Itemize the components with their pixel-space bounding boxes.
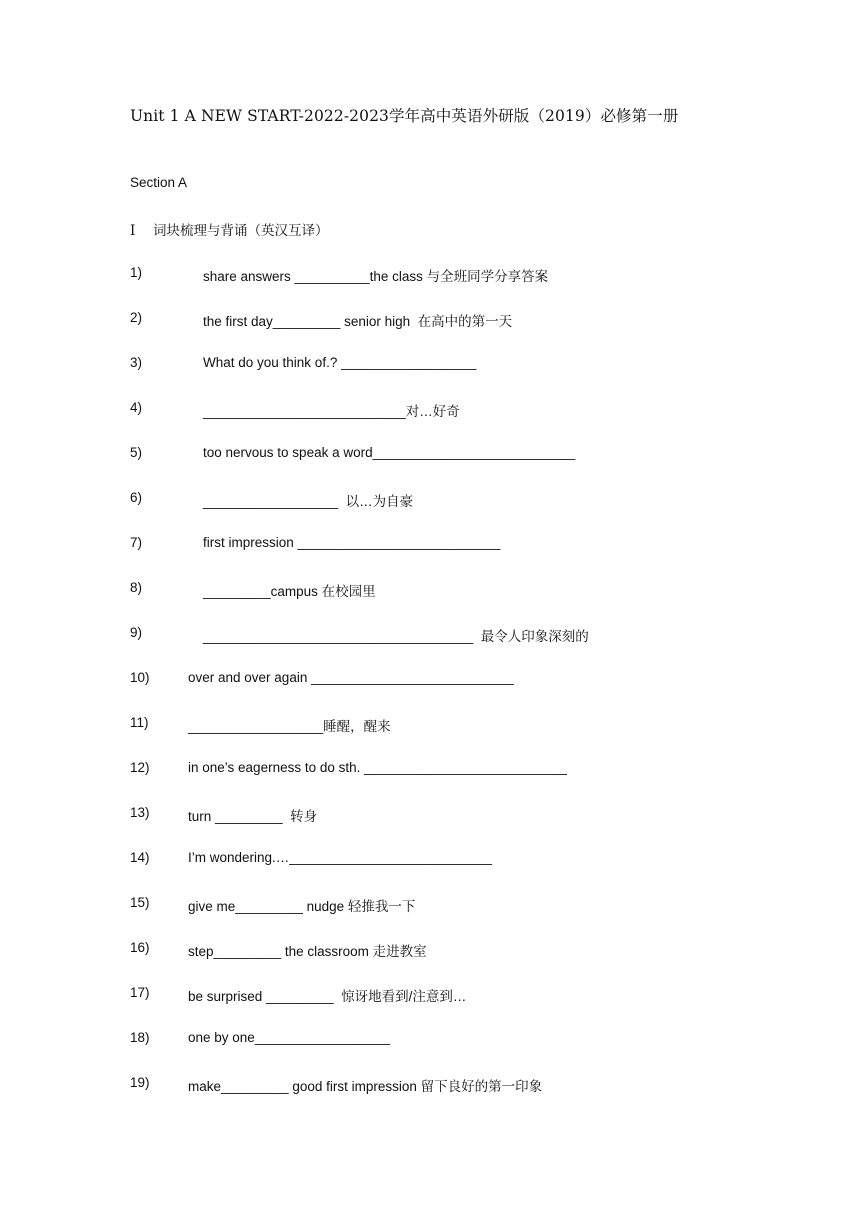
item-text: __________________ 以…为自豪	[203, 494, 414, 509]
item-text: share answers __________the class 与全班同学分享答案	[203, 269, 549, 284]
item-number: 4)	[130, 400, 143, 415]
item-number: 18)	[130, 1030, 150, 1045]
item-text: in one’s eagerness to do sth. ___________________________	[188, 760, 567, 775]
item-number: 7)	[130, 535, 143, 550]
item-text: one by one__________________	[188, 1030, 390, 1045]
item-number: 8)	[130, 580, 143, 595]
item-number: 2)	[130, 310, 143, 325]
item-number: 6)	[130, 490, 143, 505]
item-number: 9)	[130, 625, 143, 640]
item-text: turn _________ 转身	[188, 809, 318, 824]
item-text: give me_________ nudge 轻推我一下	[188, 899, 416, 914]
roman-numeral: Ⅰ	[130, 223, 136, 239]
item-text: make_________ good first impression 留下良好的第一印象	[188, 1079, 543, 1094]
item-text: ____________________________________ 最令人印象深刻的	[203, 629, 589, 644]
item-number: 15)	[130, 895, 150, 910]
item-number: 11)	[130, 715, 149, 730]
item-number: 5)	[130, 445, 143, 460]
item-text: __________________睡醒，醒来	[188, 719, 391, 734]
section-label: Section A	[130, 175, 188, 190]
document-title: Unit 1 A NEW START-2022-2023学年高中英语外研版（2019）必修第一册	[130, 107, 679, 125]
item-text: first impression ___________________________	[203, 535, 501, 550]
item-number: 19)	[130, 1075, 150, 1090]
item-number: 10)	[130, 670, 150, 685]
item-text: too nervous to speak a word___________________________	[203, 445, 576, 460]
item-number: 14)	[130, 850, 150, 865]
item-text: I’m wondering.…___________________________	[188, 850, 493, 865]
exercise-heading	[130, 219, 329, 239]
item-text: step_________ the classroom 走进教室	[188, 944, 427, 959]
exercise-heading-text: 词块梳理与背诵（英汉互译）	[153, 223, 329, 239]
item-number: 13)	[130, 805, 150, 820]
item-text: ___________________________对…好奇	[203, 404, 460, 419]
item-number: 3)	[130, 355, 143, 370]
item-number: 16)	[130, 940, 150, 955]
item-number: 12)	[130, 760, 150, 775]
item-text: be surprised _________ 惊讶地看到/注意到…	[188, 989, 467, 1004]
item-text: What do you think of.? __________________	[203, 355, 477, 370]
item-number: 17)	[130, 985, 150, 1000]
item-text: the first day_________ senior high 在高中的第一天	[203, 314, 513, 329]
item-text: _________campus 在校园里	[203, 584, 376, 599]
item-text: over and over again ___________________________	[188, 670, 514, 685]
item-number: 1)	[130, 265, 143, 280]
